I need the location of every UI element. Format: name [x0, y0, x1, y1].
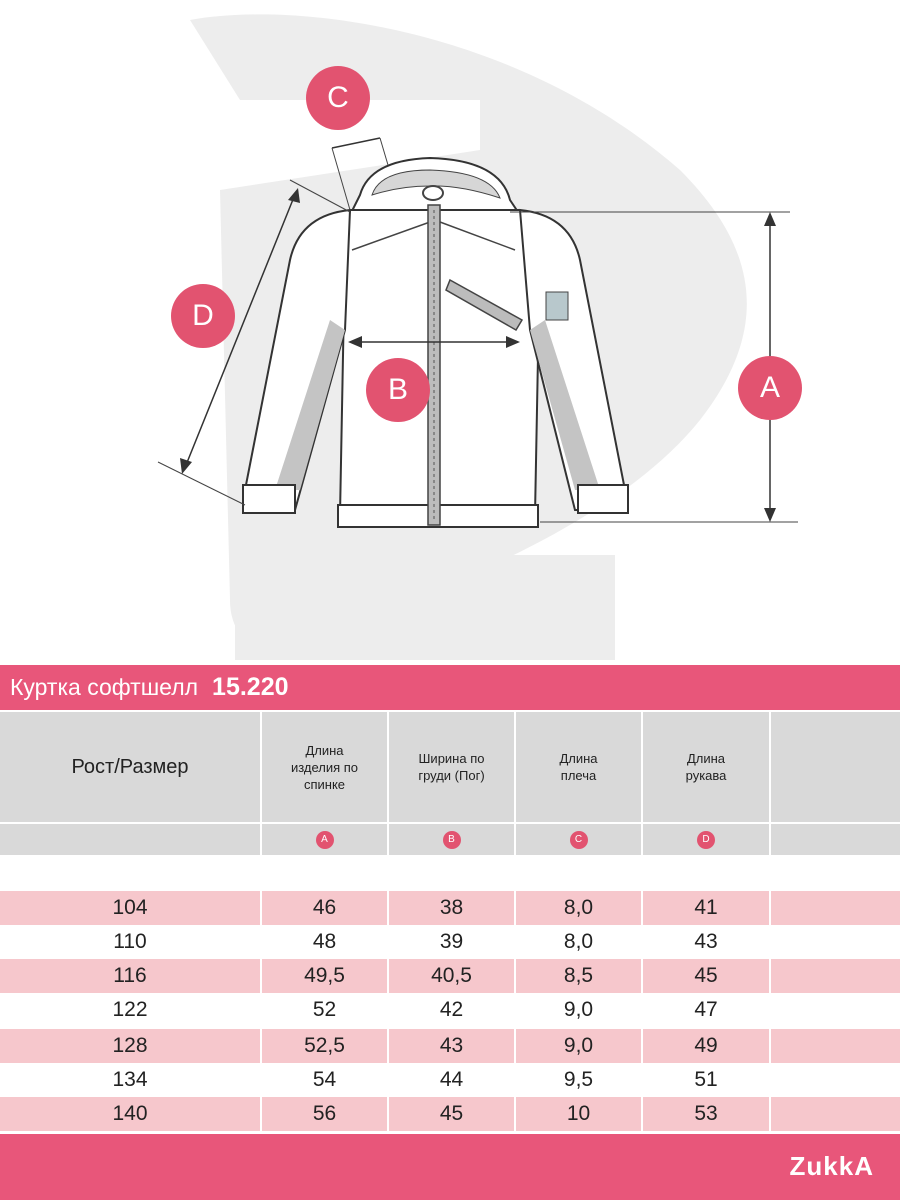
icon-d: D [697, 831, 715, 849]
product-name: Куртка софтшелл [10, 674, 199, 700]
marker-b: B [366, 358, 430, 422]
cell-c: 9,0 [516, 993, 643, 1027]
cell-c: 10 [516, 1097, 643, 1131]
icon-a: A [316, 831, 334, 849]
header-shoulder-length: Длина плеча [516, 712, 643, 822]
cell-a: 52,5 [262, 1029, 389, 1063]
cell-b: 42 [389, 993, 516, 1027]
icon-row-empty [0, 822, 262, 855]
cell-b: 40,5 [389, 959, 516, 993]
marker-a: A [738, 356, 802, 420]
marker-d: D [171, 284, 235, 348]
header-chest-width: Ширина по груди (Пог) [389, 712, 516, 822]
cell-a: 48 [262, 925, 389, 959]
table-row [0, 1029, 900, 1063]
cell-size: 116 [0, 959, 262, 993]
cell-d: 51 [643, 1063, 771, 1097]
table-row [0, 959, 900, 993]
cell-c: 8,5 [516, 959, 643, 993]
size-table-header [0, 712, 900, 855]
icon-row-empty-end [771, 822, 900, 855]
product-title-bar [0, 665, 900, 710]
cell-c: 9,0 [516, 1029, 643, 1063]
cell-a: 46 [262, 891, 389, 925]
table-row [0, 993, 900, 1027]
cell-b: 43 [389, 1029, 516, 1063]
cell-b: 39 [389, 925, 516, 959]
table-row [0, 891, 900, 925]
cell-b: 38 [389, 891, 516, 925]
brand-logo: ZukkA [789, 1151, 874, 1181]
cell-c: 9,5 [516, 1063, 643, 1097]
cell-a: 56 [262, 1097, 389, 1131]
table-row [0, 925, 900, 959]
icon-cell-a [262, 822, 389, 855]
table-row [0, 1097, 900, 1131]
cell-d: 53 [643, 1097, 771, 1131]
cell-size: 110 [0, 925, 262, 959]
cell-d: 45 [643, 959, 771, 993]
cell-size: 104 [0, 891, 262, 925]
cell-b: 45 [389, 1097, 516, 1131]
cell-size: 128 [0, 1029, 262, 1063]
header-empty [771, 712, 900, 822]
table-row [0, 1063, 900, 1097]
header-height-size: Рост/Размер [0, 712, 262, 822]
cell-a: 49,5 [262, 959, 389, 993]
cell-size: 140 [0, 1097, 262, 1131]
cell-a: 54 [262, 1063, 389, 1097]
cell-size: 134 [0, 1063, 262, 1097]
cell-c: 8,0 [516, 925, 643, 959]
cell-c: 8,0 [516, 891, 643, 925]
header-sleeve-length: Длина рукава [643, 712, 771, 822]
marker-c: C [306, 66, 370, 130]
icon-cell-b [389, 822, 516, 855]
header-back-length: Длина изделия по спинке [262, 712, 389, 822]
cell-d: 43 [643, 925, 771, 959]
cell-d: 47 [643, 993, 771, 1027]
cell-d: 41 [643, 891, 771, 925]
product-code: 15.220 [212, 673, 289, 701]
footer-bar [0, 1134, 900, 1200]
cell-size: 122 [0, 993, 262, 1027]
cell-b: 44 [389, 1063, 516, 1097]
icon-cell-c [516, 822, 643, 855]
cell-d: 49 [643, 1029, 771, 1063]
icon-c: C [570, 831, 588, 849]
icon-cell-d [643, 822, 771, 855]
icon-b: B [443, 831, 461, 849]
cell-a: 52 [262, 993, 389, 1027]
